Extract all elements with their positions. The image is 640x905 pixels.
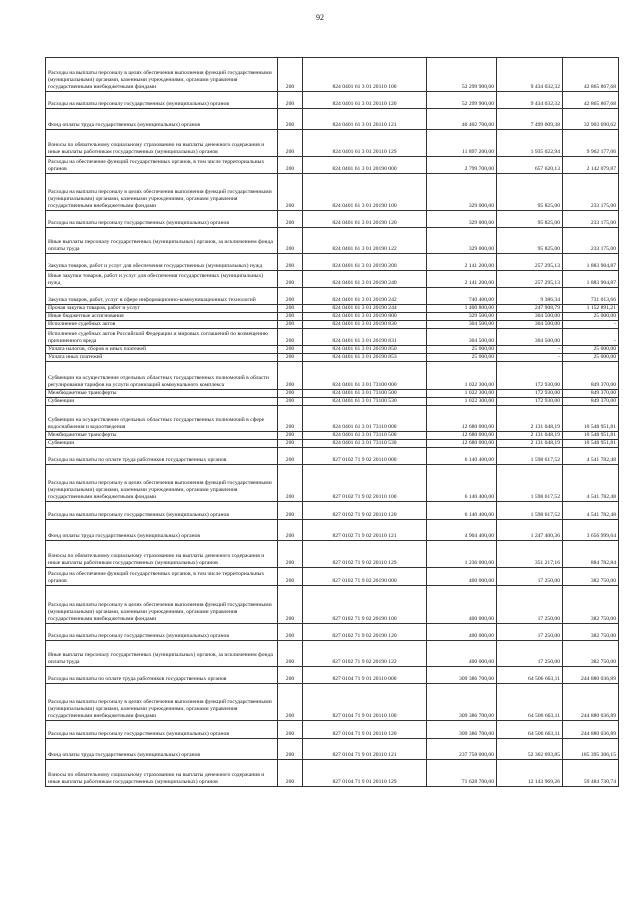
expense-name-cell: Иные закупки товаров, работ и услуг для обеспечения государственных (муниципальных) нужд — [46, 271, 278, 288]
remaining-amount-cell: 1 152 891,21 — [563, 305, 619, 313]
approved-amount-cell: 1 400 800,00 — [427, 305, 497, 313]
approved-amount-cell: 6 140 400,00 — [427, 448, 497, 465]
executed-amount-cell: 95 825,00 — [497, 211, 563, 228]
budget-classification-code-cell: 827 0102 71 9 02 20110 121 — [303, 520, 427, 541]
budget-classification-code-cell: 824 0401 61 3 01 73100 500 — [303, 390, 427, 398]
table-row — [46, 520, 619, 541]
line-code-cell: 200 — [278, 624, 303, 641]
line-code-cell: 200 — [278, 541, 303, 568]
line-code-cell: 200 — [278, 305, 303, 313]
table-row — [46, 58, 619, 92]
approved-amount-cell: 1 022 300,00 — [427, 362, 497, 390]
budget-classification-code-cell: 824 0401 61 3 01 20190 000 — [303, 157, 427, 174]
line-code-cell: 200 — [278, 760, 303, 787]
table-row — [46, 109, 619, 130]
line-code-cell: 200 — [278, 448, 303, 465]
budget-classification-code-cell: 824 0401 61 3 01 20190 242 — [303, 288, 427, 305]
table-row — [46, 271, 619, 288]
remaining-amount-cell: 244 880 036,89 — [563, 667, 619, 684]
remaining-amount-cell: 25 000,00 — [563, 346, 619, 354]
approved-amount-cell: 304 500,00 — [427, 329, 497, 346]
line-code-cell: 200 — [278, 174, 303, 211]
page-number: 92 — [316, 13, 324, 22]
remaining-amount-cell: 382 750,00 — [563, 641, 619, 667]
expense-name-cell: Исполнение судебных актов Российской Федерации и мировых соглашений по возмещению причиненного вреда — [46, 329, 278, 346]
executed-amount-cell: 64 506 663,11 — [497, 684, 563, 721]
table-row — [46, 684, 619, 721]
executed-amount-cell: 1 598 617,52 — [497, 448, 563, 465]
approved-amount-cell: 2 141 200,00 — [427, 254, 497, 271]
executed-amount-cell: 95 825,00 — [497, 174, 563, 211]
table-row — [46, 288, 619, 305]
line-code-cell: 200 — [278, 721, 303, 739]
executed-amount-cell: 257 295,13 — [497, 254, 563, 271]
expense-name-cell: Взносы по обязательному социальному страхованию на выплаты денежного содержания и иные выплаты работникам государственных (муниципальных) органов — [46, 541, 278, 568]
table-row — [46, 440, 619, 448]
expense-name-cell: Субвенции — [46, 440, 278, 448]
approved-amount-cell: 309 386 700,00 — [427, 721, 497, 739]
expense-name-cell: Фонд оплаты труда государственных (муниципальных) органов — [46, 520, 278, 541]
line-code-cell: 200 — [278, 354, 303, 362]
expense-name-cell: Иные выплаты персоналу государственных (муниципальных) органов, за исключением фонда оплаты труда — [46, 228, 278, 254]
approved-amount-cell: 40 402 700,00 — [427, 109, 497, 130]
approved-amount-cell: 52 299 900,00 — [427, 92, 497, 109]
approved-amount-cell: 400 000,00 — [427, 641, 497, 667]
remaining-amount-cell: 42 865 867,68 — [563, 58, 619, 92]
expense-name-cell: Фонд оплаты труда государственных (муниципальных) органов — [46, 109, 278, 130]
line-code-cell: 200 — [278, 288, 303, 305]
line-code-cell: 200 — [278, 313, 303, 321]
expense-name-cell: Межбюджетные трансферты — [46, 390, 278, 398]
remaining-amount-cell: 42 865 867,68 — [563, 92, 619, 109]
table-row — [46, 465, 619, 502]
budget-classification-code-cell: 824 0401 61 3 01 73100 000 — [303, 362, 427, 390]
expense-name-cell: Субвенции — [46, 398, 278, 406]
budget-classification-code-cell: 824 0401 61 3 01 20190 120 — [303, 211, 427, 228]
approved-amount-cell: 1 022 300,00 — [427, 390, 497, 398]
table-row — [46, 157, 619, 174]
approved-amount-cell: 237 758 000,00 — [427, 739, 497, 760]
line-code-cell: 200 — [278, 321, 303, 329]
table-row — [46, 313, 619, 321]
line-code-cell: 200 — [278, 440, 303, 448]
expense-name-cell: Расходы на выплаты персоналу государственных (муниципальных) органов — [46, 502, 278, 520]
table-row — [46, 568, 619, 586]
approved-amount-cell: 4 904 400,00 — [427, 520, 497, 541]
budget-classification-code-cell: 824 0401 61 3 01 20190 853 — [303, 354, 427, 362]
table-row — [46, 254, 619, 271]
expense-name-cell: Расходы на выплаты персоналу государственных (муниципальных) органов — [46, 721, 278, 739]
approved-amount-cell: 6 140 400,00 — [427, 502, 497, 520]
table-row — [46, 448, 619, 465]
line-code-cell: 200 — [278, 502, 303, 520]
expense-name-cell: Прочая закупка товаров, работ и услуг — [46, 305, 278, 313]
executed-amount-cell: - — [497, 346, 563, 354]
remaining-amount-cell: 233 175,00 — [563, 174, 619, 211]
budget-classification-code-cell: 827 0104 71 9 01 20110 129 — [303, 760, 427, 787]
approved-amount-cell: 6 140 400,00 — [427, 465, 497, 502]
budget-classification-code-cell: 824 0401 61 3 01 73110 500 — [303, 432, 427, 440]
budget-classification-code-cell: 827 0104 71 9 01 20110 120 — [303, 721, 427, 739]
line-code-cell: 200 — [278, 406, 303, 432]
executed-amount-cell: 657 620,13 — [497, 157, 563, 174]
remaining-amount-cell: 4 541 782,48 — [563, 502, 619, 520]
table-row — [46, 305, 619, 313]
line-code-cell: 200 — [278, 667, 303, 684]
remaining-amount-cell: 382 750,00 — [563, 586, 619, 624]
budget-classification-code-cell: 824 0401 61 3 01 73110 530 — [303, 440, 427, 448]
remaining-amount-cell: 849 370,00 — [563, 390, 619, 398]
executed-amount-cell: 1 247 400,36 — [497, 520, 563, 541]
table-row — [46, 432, 619, 440]
executed-amount-cell: - — [497, 354, 563, 362]
line-code-cell: 200 — [278, 390, 303, 398]
approved-amount-cell: 2 799 700,00 — [427, 157, 497, 174]
remaining-amount-cell: 10 548 951,81 — [563, 432, 619, 440]
budget-classification-code-cell: 827 0102 71 9 02 20190 100 — [303, 586, 427, 624]
remaining-amount-cell: 849 370,00 — [563, 398, 619, 406]
executed-amount-cell: 304 500,00 — [497, 321, 563, 329]
approved-amount-cell: 71 628 700,00 — [427, 760, 497, 787]
expense-name-cell: Расходы на выплаты персоналу государственных (муниципальных) органов — [46, 92, 278, 109]
table-row — [46, 211, 619, 228]
expense-name-cell: Расходы на обеспечение функций государственных органов, в том числе территориальных органов — [46, 568, 278, 586]
executed-amount-cell: 1 935 022,94 — [497, 130, 563, 157]
line-code-cell: 200 — [278, 684, 303, 721]
budget-classification-code-cell: 827 0102 71 9 02 20190 120 — [303, 624, 427, 641]
budget-classification-code-cell: 824 0401 61 3 01 20110 120 — [303, 92, 427, 109]
approved-amount-cell: 400 000,00 — [427, 568, 497, 586]
line-code-cell: 200 — [278, 739, 303, 760]
remaining-amount-cell: 10 548 951,81 — [563, 406, 619, 432]
executed-amount-cell: 17 250,00 — [497, 624, 563, 641]
table-row — [46, 721, 619, 739]
line-code-cell: 200 — [278, 398, 303, 406]
budget-classification-code-cell: 824 0401 61 3 01 73100 530 — [303, 398, 427, 406]
table-row — [46, 760, 619, 787]
table-row — [46, 667, 619, 684]
approved-amount-cell: 400 000,00 — [427, 624, 497, 641]
budget-classification-code-cell: 824 0401 61 3 01 20110 100 — [303, 58, 427, 92]
expense-name-cell: Расходы на обеспечение функций государственных органов, в том числе территориальных органов — [46, 157, 278, 174]
expense-name-cell: Взносы по обязательному социальному страхованию на выплаты денежного содержания и иные выплаты работникам государственных (муниципальных) органов — [46, 760, 278, 787]
budget-classification-code-cell: 824 0401 61 3 01 20190 200 — [303, 254, 427, 271]
budget-classification-code-cell: 824 0401 61 3 01 20190 122 — [303, 228, 427, 254]
approved-amount-cell: 52 299 900,00 — [427, 58, 497, 92]
budget-classification-code-cell: 827 0104 71 9 01 20110 121 — [303, 739, 427, 760]
remaining-amount-cell: 233 175,00 — [563, 228, 619, 254]
budget-classification-code-cell: 824 0401 61 3 01 20110 129 — [303, 130, 427, 157]
remaining-amount-cell: 10 548 951,81 — [563, 440, 619, 448]
remaining-amount-cell: 25 000,00 — [563, 354, 619, 362]
approved-amount-cell: 329 000,00 — [427, 228, 497, 254]
executed-amount-cell: 17 250,00 — [497, 586, 563, 624]
table-row — [46, 329, 619, 346]
remaining-amount-cell: 233 175,00 — [563, 211, 619, 228]
table-row — [46, 739, 619, 760]
table-row — [46, 346, 619, 354]
budget-classification-code-cell: 824 0401 61 3 01 20190 100 — [303, 174, 427, 211]
executed-amount-cell: 247 908,79 — [497, 305, 563, 313]
remaining-amount-cell: 185 395 306,15 — [563, 739, 619, 760]
remaining-amount-cell: 4 541 782,48 — [563, 465, 619, 502]
expense-name-cell: Уплата иных платежей — [46, 354, 278, 362]
remaining-amount-cell: 59 484 730,74 — [563, 760, 619, 787]
expense-name-cell: Уплата налогов, сборов и иных платежей — [46, 346, 278, 354]
remaining-amount-cell: 1 883 904,87 — [563, 254, 619, 271]
table-row — [46, 228, 619, 254]
remaining-amount-cell: 2 142 079,87 — [563, 157, 619, 174]
executed-amount-cell: 172 930,00 — [497, 398, 563, 406]
line-code-cell: 200 — [278, 641, 303, 667]
remaining-amount-cell: - — [563, 329, 619, 346]
executed-amount-cell: 7 499 009,38 — [497, 109, 563, 130]
budget-classification-code-cell: 827 0102 71 9 02 20110 000 — [303, 448, 427, 465]
line-code-cell: 200 — [278, 586, 303, 624]
expense-name-cell: Расходы на выплаты по оплате труда работников государственных органов — [46, 448, 278, 465]
table-row — [46, 390, 619, 398]
line-code-cell: 200 — [278, 568, 303, 586]
remaining-amount-cell: 244 880 036,89 — [563, 684, 619, 721]
budget-classification-code-cell: 824 0401 61 3 01 20190 831 — [303, 329, 427, 346]
line-code-cell: 200 — [278, 254, 303, 271]
expense-name-cell: Субвенции на осуществление отдельных областных государственных полномочий в сфере водоснабжения и водоотведения — [46, 406, 278, 432]
approved-amount-cell: 329 000,00 — [427, 174, 497, 211]
budget-classification-code-cell: 824 0401 61 3 01 20110 121 — [303, 109, 427, 130]
table-row — [46, 586, 619, 624]
remaining-amount-cell: 9 962 177,06 — [563, 130, 619, 157]
expense-name-cell: Расходы на выплаты персоналу в целях обеспечения выполнения функций государственными (муниципальными) органами, казенными учреждениями, органами управления государственными внебюджетными фондами — [46, 174, 278, 211]
remaining-amount-cell: 1 883 904,87 — [563, 271, 619, 288]
executed-amount-cell: 17 250,00 — [497, 568, 563, 586]
budget-table — [45, 57, 619, 787]
line-code-cell: 200 — [278, 228, 303, 254]
line-code-cell: 200 — [278, 432, 303, 440]
budget-classification-code-cell: 827 0102 71 9 02 20110 129 — [303, 541, 427, 568]
remaining-amount-cell: 25 000,00 — [563, 313, 619, 321]
approved-amount-cell: 309 386 700,00 — [427, 667, 497, 684]
table-row — [46, 130, 619, 157]
budget-classification-code-cell: 824 0401 61 3 01 20190 244 — [303, 305, 427, 313]
approved-amount-cell: 12 680 000,00 — [427, 432, 497, 440]
expense-name-cell: Закупка товаров, работ и услуг для обеспечения государственных (муниципальных) нужд — [46, 254, 278, 271]
line-code-cell: 200 — [278, 465, 303, 502]
line-code-cell: 200 — [278, 130, 303, 157]
expense-name-cell: Субвенции на осуществление отдельных областных государственных полномочий в области регулирования тарифов на услуги организаций коммунального комплекса — [46, 362, 278, 390]
line-code-cell: 200 — [278, 329, 303, 346]
approved-amount-cell: 25 000,00 — [427, 354, 497, 362]
remaining-amount-cell: 849 370,00 — [563, 362, 619, 390]
remaining-amount-cell: 884 782,84 — [563, 541, 619, 568]
budget-classification-code-cell: 827 0102 71 9 02 20110 120 — [303, 502, 427, 520]
line-code-cell: 200 — [278, 211, 303, 228]
table-row — [46, 641, 619, 667]
budget-classification-code-cell: 824 0401 61 3 01 20190 850 — [303, 346, 427, 354]
table-row — [46, 354, 619, 362]
remaining-amount-cell: 382 750,00 — [563, 624, 619, 641]
expense-name-cell: Иные выплаты персоналу государственных (муниципальных) органов, за исключением фонда оплаты труда — [46, 641, 278, 667]
line-code-cell: 200 — [278, 520, 303, 541]
approved-amount-cell: 1 236 000,00 — [427, 541, 497, 568]
line-code-cell: 200 — [278, 362, 303, 390]
executed-amount-cell: 2 131 048,19 — [497, 440, 563, 448]
executed-amount-cell: 1 598 617,52 — [497, 465, 563, 502]
budget-classification-code-cell: 827 0102 71 9 02 20190 122 — [303, 641, 427, 667]
expense-name-cell: Фонд оплаты труда государственных (муниципальных) органов — [46, 739, 278, 760]
executed-amount-cell: 304 500,00 — [497, 329, 563, 346]
table-row — [46, 362, 619, 390]
line-code-cell: 200 — [278, 92, 303, 109]
table-row — [46, 398, 619, 406]
remaining-amount-cell: - — [563, 321, 619, 329]
approved-amount-cell: 11 897 200,00 — [427, 130, 497, 157]
executed-amount-cell: 64 506 663,11 — [497, 721, 563, 739]
remaining-amount-cell: 32 903 690,62 — [563, 109, 619, 130]
table-row — [46, 321, 619, 329]
expense-name-cell: Закупка товаров, работ, услуг в сфере информационно-коммуникационных технологий — [46, 288, 278, 305]
executed-amount-cell: 2 131 048,19 — [497, 432, 563, 440]
budget-classification-code-cell: 827 0102 71 9 02 20190 000 — [303, 568, 427, 586]
budget-classification-code-cell: 824 0401 61 3 01 73110 000 — [303, 406, 427, 432]
budget-classification-code-cell: 824 0401 61 3 01 20190 800 — [303, 313, 427, 321]
table-row — [46, 541, 619, 568]
approved-amount-cell: 1 022 300,00 — [427, 398, 497, 406]
budget-classification-code-cell: 827 0104 71 9 01 20110 000 — [303, 667, 427, 684]
approved-amount-cell: 740 400,00 — [427, 288, 497, 305]
approved-amount-cell: 329 000,00 — [427, 211, 497, 228]
expense-name-cell: Расходы на выплаты персоналу государственных (муниципальных) органов — [46, 211, 278, 228]
table-row — [46, 92, 619, 109]
budget-classification-code-cell: 824 0401 61 3 01 20190 830 — [303, 321, 427, 329]
approved-amount-cell: 400 000,00 — [427, 586, 497, 624]
expense-name-cell: Межбюджетные трансферты — [46, 432, 278, 440]
approved-amount-cell: 2 141 200,00 — [427, 271, 497, 288]
executed-amount-cell: 351 217,16 — [497, 541, 563, 568]
executed-amount-cell: 9 386,34 — [497, 288, 563, 305]
expense-name-cell: Взносы по обязательному социальному страхованию на выплаты денежного содержания и иные выплаты работникам государственных (муниципальных) органов — [46, 130, 278, 157]
executed-amount-cell: 257 295,13 — [497, 271, 563, 288]
line-code-cell: 200 — [278, 157, 303, 174]
remaining-amount-cell: 731 013,66 — [563, 288, 619, 305]
approved-amount-cell: 12 680 000,00 — [427, 406, 497, 432]
executed-amount-cell: 2 131 048,19 — [497, 406, 563, 432]
table-row — [46, 502, 619, 520]
executed-amount-cell: 172 930,00 — [497, 362, 563, 390]
expense-name-cell: Иные бюджетные ассигнования — [46, 313, 278, 321]
table-row — [46, 174, 619, 211]
expense-name-cell: Расходы на выплаты персоналу в целях обеспечения выполнения функций государственными (муниципальными) органами, казенными учреждениями, органами управления государственными внебюджетными фондами — [46, 465, 278, 502]
line-code-cell: 200 — [278, 346, 303, 354]
executed-amount-cell: 95 825,00 — [497, 228, 563, 254]
executed-amount-cell: 9 434 032,32 — [497, 92, 563, 109]
expense-name-cell: Расходы на выплаты персоналу государственных (муниципальных) органов — [46, 624, 278, 641]
line-code-cell: 200 — [278, 109, 303, 130]
executed-amount-cell: 64 506 663,11 — [497, 667, 563, 684]
remaining-amount-cell: 4 541 782,48 — [563, 448, 619, 465]
line-code-cell: 200 — [278, 58, 303, 92]
line-code-cell: 200 — [278, 271, 303, 288]
executed-amount-cell: 172 930,00 — [497, 390, 563, 398]
executed-amount-cell: 17 250,00 — [497, 641, 563, 667]
approved-amount-cell: 25 000,00 — [427, 346, 497, 354]
expense-name-cell: Расходы на выплаты по оплате труда работников государственных органов — [46, 667, 278, 684]
expense-name-cell: Расходы на выплаты персоналу в целях обеспечения выполнения функций государственными (муниципальными) органами, казенными учреждениями, органами управления государственными внебюджетными фондами — [46, 586, 278, 624]
executed-amount-cell: 12 143 969,26 — [497, 760, 563, 787]
executed-amount-cell: 1 598 617,52 — [497, 502, 563, 520]
budget-classification-code-cell: 827 0102 71 9 02 20110 100 — [303, 465, 427, 502]
remaining-amount-cell: 382 750,00 — [563, 568, 619, 586]
executed-amount-cell: 9 434 032,32 — [497, 58, 563, 92]
approved-amount-cell: 329 500,00 — [427, 313, 497, 321]
table-body — [46, 58, 619, 787]
expense-name-cell: Исполнение судебных актов — [46, 321, 278, 329]
remaining-amount-cell: 244 880 036,89 — [563, 721, 619, 739]
executed-amount-cell: 52 362 693,85 — [497, 739, 563, 760]
approved-amount-cell: 12 680 000,00 — [427, 440, 497, 448]
approved-amount-cell: 309 386 700,00 — [427, 684, 497, 721]
remaining-amount-cell: 3 656 999,64 — [563, 520, 619, 541]
expense-name-cell: Расходы на выплаты персоналу в целях обеспечения выполнения функций государственными (муниципальными) органами, казенными учреждениями, органами управления государственными внебюджетными фондами — [46, 684, 278, 721]
budget-classification-code-cell: 827 0104 71 9 01 20110 100 — [303, 684, 427, 721]
budget-classification-code-cell: 824 0401 61 3 01 20190 240 — [303, 271, 427, 288]
approved-amount-cell: 304 500,00 — [427, 321, 497, 329]
expense-name-cell: Расходы на выплаты персоналу в целях обеспечения выполнения функций государственными (муниципальными) органами, казенными учреждениями, органами управления государственными внебюджетными фондами — [46, 58, 278, 92]
table-row — [46, 624, 619, 641]
table-row — [46, 406, 619, 432]
executed-amount-cell: 304 500,00 — [497, 313, 563, 321]
